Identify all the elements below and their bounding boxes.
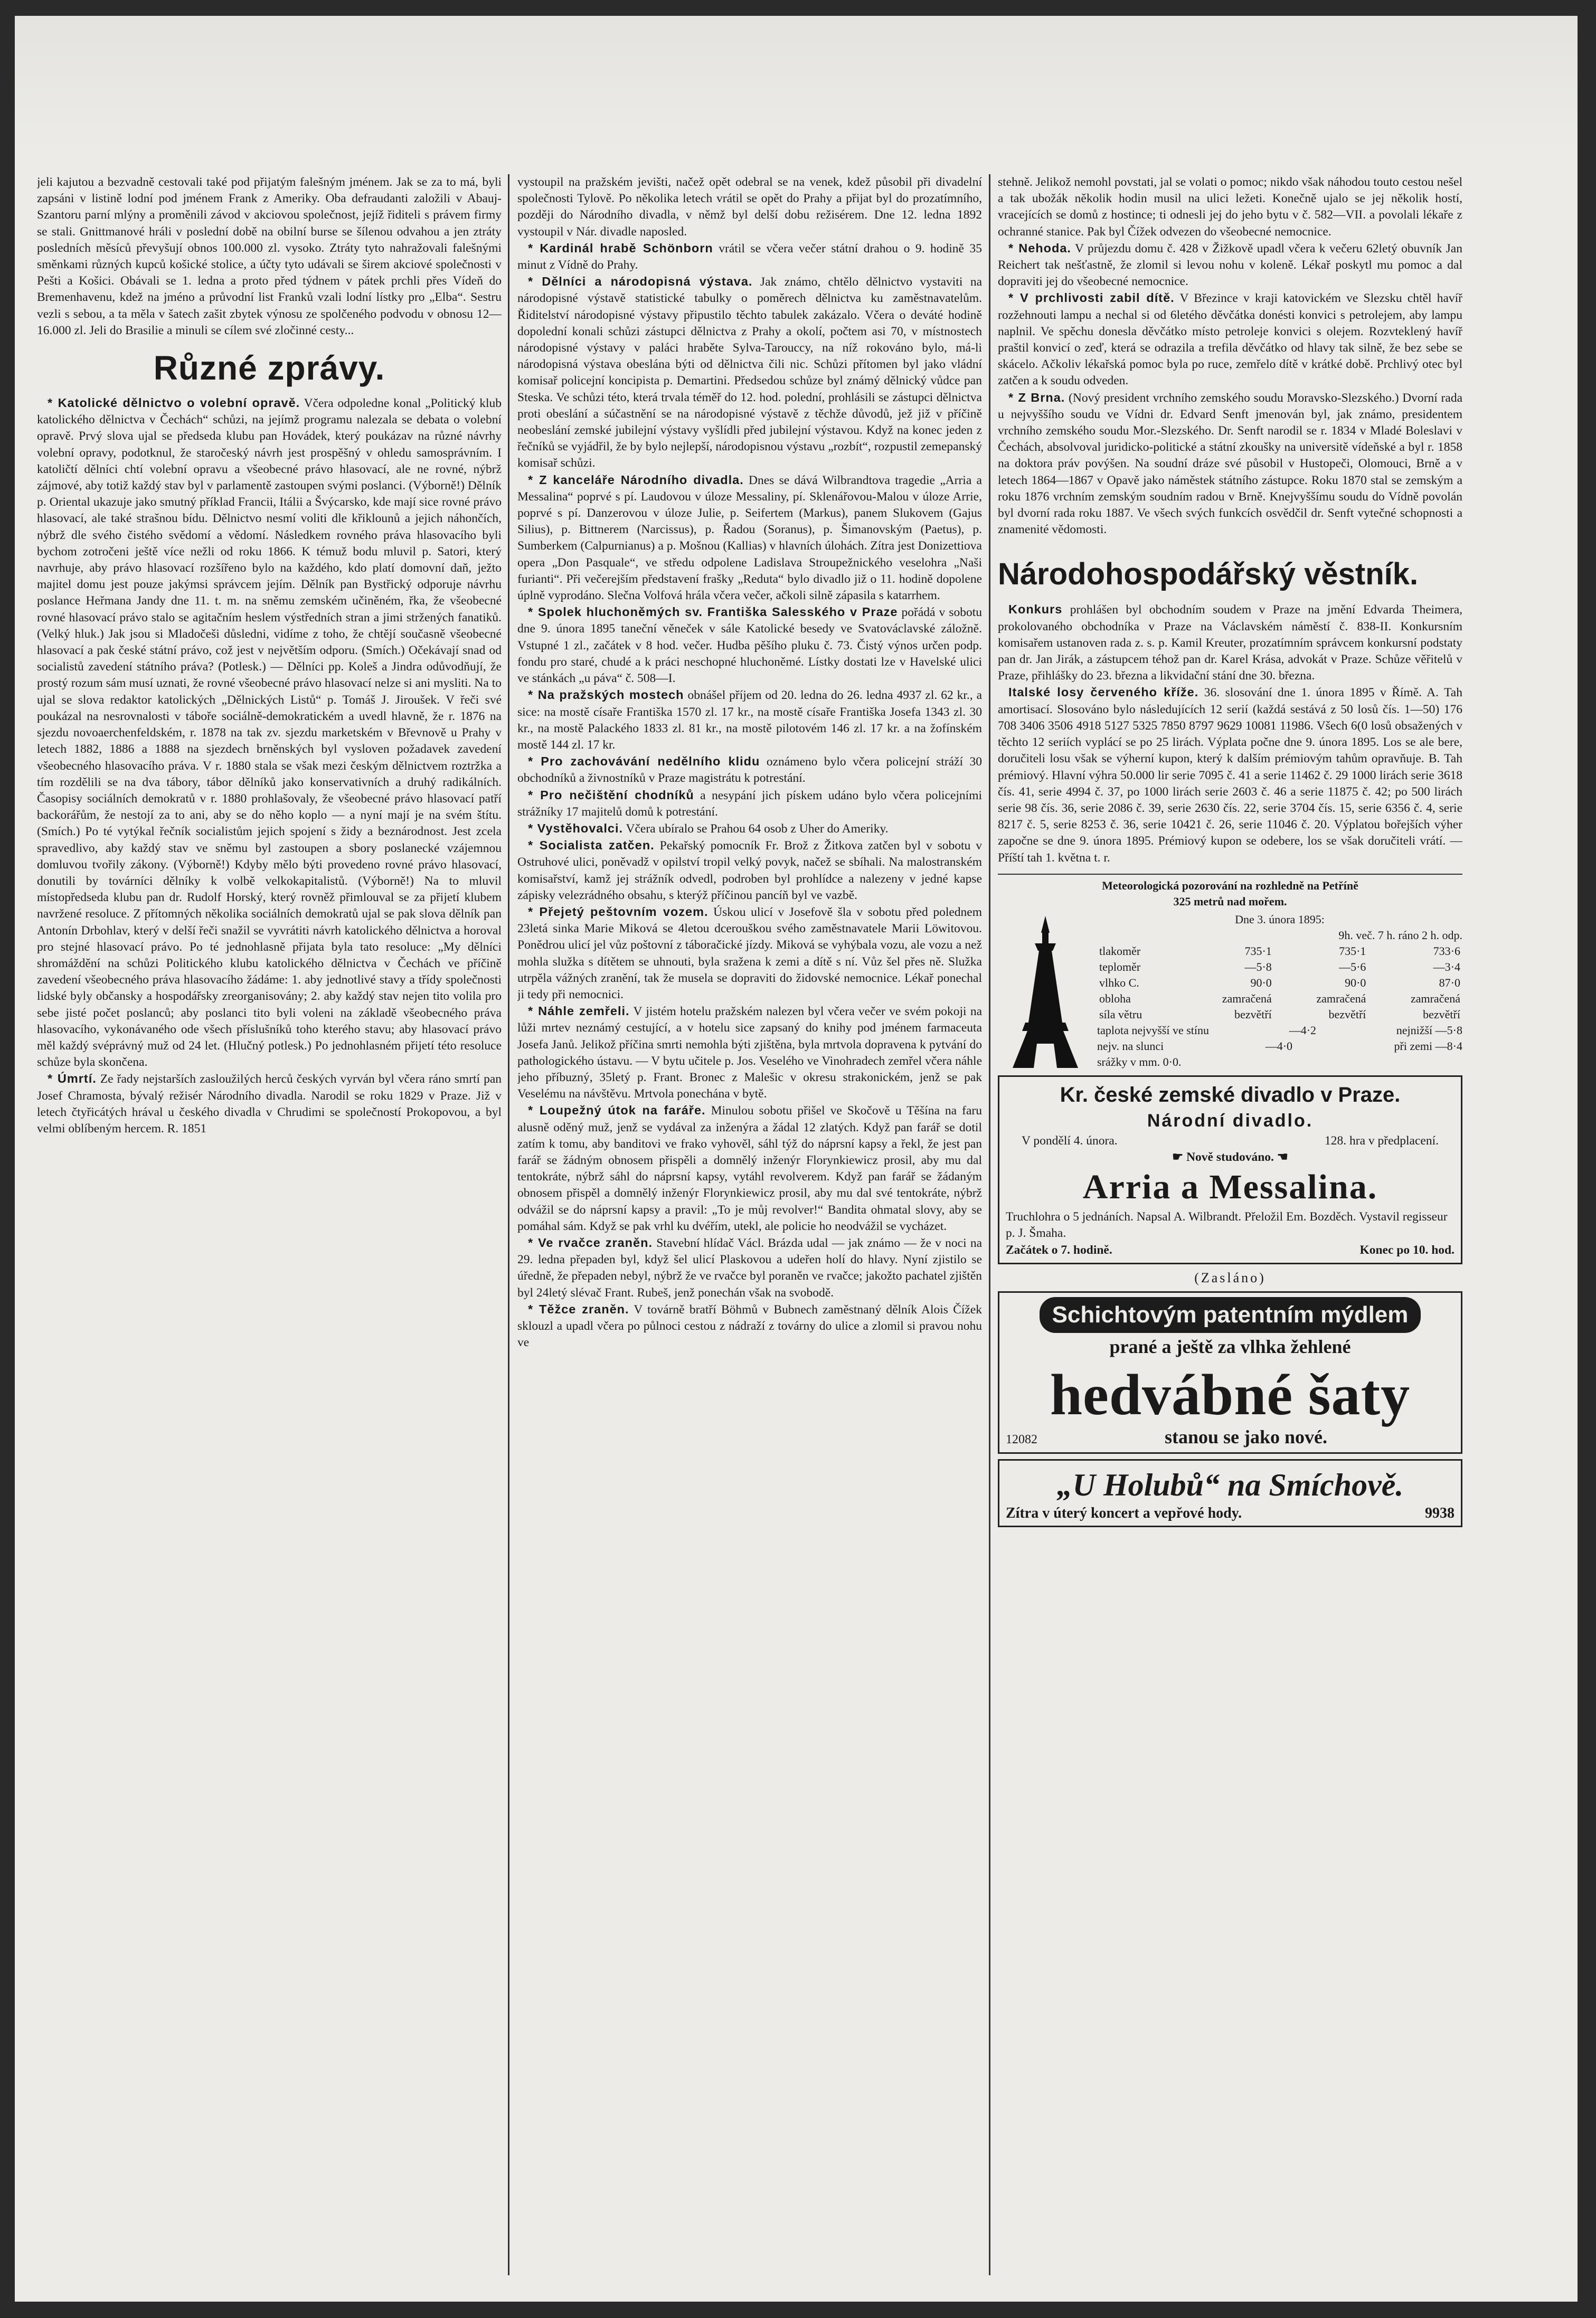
weather-value: bezvětří bbox=[1234, 1007, 1272, 1021]
article-heading: * Socialista zatčen. bbox=[528, 838, 655, 853]
article-text: stehně. Jelikož nemohl povstati, jal se volati o pomoc; nikdo však náhodou touto cestou nešel a tak ubožák několik hodin musil na ulici ležeti. Konečně ujalo se jej několik hostí, vracejících se domů z hostince; ti odnesli jej do jeho bytu v č. 582—VII. a povolali lékaře z ochranné stanice. Pak byl Čížek odvezen do všeobecné nemocnice. bbox=[998, 175, 1462, 239]
soap-brand: Schichtovým patentním mýdlem bbox=[1040, 1297, 1421, 1333]
play-title: Arria a Messalina. bbox=[1082, 1168, 1378, 1207]
article-heading: * Pro nečištění chodníků bbox=[528, 788, 694, 802]
theatre-new bbox=[1006, 1149, 1455, 1166]
column-1 bbox=[37, 174, 502, 2286]
section-title: Různé zprávy. bbox=[153, 349, 385, 387]
weather-value: 735·1 bbox=[1339, 944, 1366, 958]
weather-row bbox=[1097, 1007, 1462, 1023]
play-description: Truchlohra o 5 jednáních. Napsal A. Wilbrandt. Přeložil Em. Bozděch. Vystavil regisseur p. J. Šmaha. bbox=[1006, 1210, 1448, 1241]
article-text: Včera odpoledne konal „Politický klub katolického dělnictva v Čechách“ schůzi, na jejímž programu nalezala se debata o volební opravě. Prvý slova ujal se předseda klubu pan Hovádek, který poukázav na různé návrhy volební opravy, podotknul, že staročeský návrh jest prospěšný v ohledu samosprávním. I katoličtí dělníci chtí volební opravu a všeobecné právo hlasovací, ale ne rovné, nýbrž zájmové, aby totiž každý stav byl v parlamentě zastoupen svými poslanci. (Výborně!) Dělník p. Oriental ukazuje jako smutný příklad Francii, Itálii a Švýcarsko, kde mají sice rovné právo hlasovací, ale také strašnou bídu. Dělnictvo nesmí voliti dle křiklounů a jejich náhončích, nýbrž dle svého čistého svědomí a vědomí. Následkem rovného práva hlasovacího byli bychom zotročeni ještě více nežli od roku 1866. K témuž bodu mluvil p. Satori, který navrhuje, aby právo hlasovací rozšířeno bylo na každého, kdo platí domovní daň, ježto majitel domu jest pouze jakýmsi správcem jejím. Dělník pan Bystřický odporuje návrhu poslance Heřmana Jandy dne 11. t. m. na sněmu zemském učiněném, řka, že všeobecné rovné hlasovací právo stalo se agitačním heslem výstředních stran a jimi stržených fanatiků. (Velký hluk.) Jak jsou si Mladočeši důsledni, vidíme z toho, že chtějí současně všeobecné hlasovací a pak české státní právo, což jest v největším odporu. (Smích.) Očekávají snad od socialistů zavedení státního práva? (Potlesk.) — Dělníci pp. Koleš a Jindra odůvodňují, že prostý rozum sám musí uznati, že rovné všeobecné právo hlasovací nelze si ani mysliti. Na to ujal se slova redaktor katolických „Dělnických Listů“ p. Tomáš J. Jiroušek. V řeči své poukázal na nesrovnalosti v táboře sociálně-demokratickém a uvedl hlavně, že r. 1876 na sjezdu novoaerchenfeldském, r. 1878 na tak zv. sjezdu marketském v Břevnově u Prahy v letech 1882, 1886 a 1888 na sjezdech brněnských byl vysloven požadavek zavedení všeobecného hlasovacího práva. V r. 1880 stala se však mezi českým dělnictvem roztržka a tím rozdělili se na dva tábory, tábor dělníků jako konservativních a druhý radikálních. Časopisy sociálních demokratů v r. 1880 prohlašovaly, že všeobecné právo hlasovací patří backorářům, že nestojí za to ani, aby se do něho koplo — a nyní mají je na svém štítu. (Smích.) Po té vytýkal řečník socialistům jejich spojení s židy a beznárodnost. Jest zcela spravedlivo, aby každý stav ve sněmu byl zastoupen a sbory poslanecké vzájemnou domluvou tvořily zákony. (Výborně!) Kdyby mělo býti provedeno rovné právo hlasovací, donutili by továrníci dělníky k volbě velkokapitalistů. (Výborně!) Na to mluvil místopředseda klubu pan dr. Rudolf Horský, který rovněž přimlouval se za přijetí klubem navržené resoluce. Z přítomných několika sociálních demokratů ujal se pak slova dělník pan Antonín Drbohlav, který v delší řeči snažil se vyvrátiti návrh katolického dělnictva a horoval pro stejné hlasovací právo. Po té jednohlasně přijata byla tato resoluce: „My dělníci shromáždění na schůzi Politického klubu katolického dělnictva v Čechách ve příčině zavedení všeobecného práva hlasovacího žádáme: 1. aby jednotlivé stavy a třídy společnosti lidské byly občansky a hospodářsky zreorganisovány; 2. aby každý stav nejen tito volila pro sebe jisté počet poslanců; aby poslanci tito byli voleni na základě všeobecného práva hlasovacího, vykonávaného ode všech příslušníků toho kterého stavu; aby hlasovací právo měl každý svéprávný muž od 24 let. (Hlučný potlesk.) Po jednohlasném přijetí této resoluce schůze byla skončena. bbox=[37, 396, 502, 1070]
article-text: vystoupil na pražském jevišti, načež opět odebral se na venek, kdež působil při divadelní společnosti Tylově. Po několika letech vrátil se opět do Prahy a přijat byl do prozatímního, později do Národního divadla, v němž byl delší dobu režisérem. Dne 12. ledna 1892 vystoupil v Nár. divadle naposled. bbox=[517, 175, 982, 239]
soap-line: prané a ještě za vlhka žehlené bbox=[1109, 1336, 1351, 1357]
article-text: Úskou ulicí v Josefově šla v sobotu před polednem 23letá sinka Marie Miková se 4letou dcerouškou svého zaměstnavatele Marii Löwitovou. Ponědrou ulicí jel vůz poštovní z táboračické jízdy. Miková se vyhýbala vozu, ale vozu a než mohla služka s dítětem se uhnouti, byla sražena k zemi a dítě s ní. Vůz šel přes ně. Služka utrpěla vážných zranění, tak že musela se dopraviti do židovské nemocnice. Lékař ponechal ji tedy při nemocnici. bbox=[517, 905, 982, 1001]
weather-value: 87·0 bbox=[1439, 976, 1460, 989]
article-text: 36. slosování dne 1. února 1895 v Římě. A. Tah amortisací. Slosováno bylo následujících 12 serií (každá sestává z 50 losů čís. 1—50) 176 708 3406 3506 4918 5127 5325 7850 8797 9629 10081 11986. Všech 6(0 losů obsažených v těchto 12 seriích vyplácí se po 25 lirách. Výplata počne dne 9. února 1895. Los se ale bere, doručiteli losu však se výherní kupon, který k dalším prémiovým tahům opravňuje. B. Tah prémiový. Hlavní výhra 50.000 lir serie 7095 č. 41 a serie 11462 č. 29 1000 lirách serie 3618 čís. 41, serie 4994 č. 37, po 1000 lirách serie 2603 č. 46 a serie 11875 č. 42; po 500 lirách serie 98 čís. 36, serie 2086 č. 39, serie 2630 čís. 22, serie 3704 čís. 15, serie 6356 č. 4, serie 8217 č. 5, serie 8253 č. 36, serie 10421 č. 26, serie 11046 č. 20. Výplatou bořejších výher započne se dne 9. února 1895. Prémiový kupon se odebere, los se však doručiteli vrátí. — Příští tah 1. května t. r. bbox=[998, 686, 1462, 865]
weather-max-label: taplota nejvyšší ve stínu bbox=[1097, 1023, 1210, 1037]
soap-headline: hedvábné šaty bbox=[1050, 1362, 1411, 1427]
article-text: Stavební hlídač Václ. Brázda udal — jak známo — že v noci na 29. ledna přepaden byl, když šel ulicí Plaskovou a udeřen holí do hlavy. Nyní zjistilo se úředně, že přepaden nebyl, nýbrž že ve rvačce byl poraněn ve rvačce; jakožto pachatel zjištěn byl 24letý slévač Frant. Rubeš, jenž ponechán však na svobodě. bbox=[517, 1236, 982, 1300]
theatre-subscription: 128. hra v předplacení. bbox=[1325, 1133, 1439, 1148]
zaslano-label: (Zasláno) bbox=[1194, 1270, 1266, 1285]
soap-ad bbox=[998, 1291, 1462, 1454]
restaurant-name: „U Holubů“ na Smíchově. bbox=[1056, 1468, 1404, 1503]
article-text: oznámeno bylo včera policejní stráží 30 obchodníků a živnostníků v Praze magistrátu k potrestání. bbox=[517, 755, 982, 786]
theatre-subheading: Národní divadlo. bbox=[1147, 1110, 1314, 1131]
pointing-hand-icon: ☛ bbox=[1172, 1150, 1187, 1164]
article-text: pořádá v sobotu dne 9. února 1895 taneční věneček v sále Katolické besedy ve Svatováclavské záložně. Vstupné 1 zl., začátek v 8 hod. večer. Hudba pěšího pluku č. 73. Čistý výnos určen podp. fondu pro staré, chudé a k práci neschopné hluchoněmé. Lístky dostati lze v Havelské ulici ve stánkách „u páva“ č. 508—I. bbox=[517, 605, 982, 686]
weather-value: bezvětří bbox=[1328, 1007, 1366, 1021]
weather-value: 90·0 bbox=[1250, 976, 1272, 989]
weather-label: teploměr bbox=[1099, 960, 1141, 973]
article-heading: * Přejetý peštovním vozem. bbox=[528, 904, 709, 919]
article-text: V Březince v kraji katovickém ve Slezsku chtěl havíř rozžehnouti lampu a nechal si od 6letého děvčátka donésti konvici s petrolejem, aby lampu naplnil. Ve spěchu donesla děvčátko místo petroleje konvici s olejem. Rozvteklený havíř praštil konvicí o zeď, která se odrazila a trefila děvčátko od hlavy tak silně, že bez sebe se skácelo. Ačkoliv lékařská pomoc byla po ruce, zemřelo dítě v krátké době. Prchlivý otec byl zatčen a k soudu odveden. bbox=[998, 291, 1462, 388]
article-heading: * Z Brna. bbox=[1008, 390, 1065, 404]
weather-sun-label: nejv. na slunci bbox=[1097, 1039, 1164, 1053]
ad-number: 9938 bbox=[1425, 1505, 1455, 1522]
weather-report bbox=[998, 874, 1462, 1070]
restaurant-ad bbox=[998, 1459, 1462, 1527]
weather-ground: při zemi —8·4 bbox=[1394, 1039, 1462, 1053]
weather-sun-value: —4·0 bbox=[1265, 1039, 1293, 1053]
weather-value: zamračená bbox=[1410, 991, 1460, 1005]
article-text: Jak známo, chtělo dělnictvo vystaviti na národopisné výstavě statistické tabulky o poměrech dělnictva ku zaměstnavatelům. Řiditelství národopisné výstavy připustilo těchto tabulek zakázalo. Včera o deváté hodině dopolední konali schůzi zástupci dělnictva z Prahy a okolí, počtem asi 70, v místnostech národopisné výstavy v paláci hraběte Sylva-Tarouccy, na níž rokováno bylo, má-li národopisná výstava obeslána býti od dělnictva čili nic. Schůzi přítomen byl jako vládní komisař policejní koncipista p. Demartini. Předsedou schůze byl známý dělnický vůdce pan Steska. Ve schůzi této, která trvala téměř do 12. hod. polední, prohlásili se zástupci dělnictva proti obeslání a súčastnění se na národopisné výstavě z těchže důvodů, jež již v příčině neobeslání zemské jubilejní výstavy vyšlídli před jubilejní výstavou. Když na konec jeden z řečníků se vyjádřil, že by bylo nejlepší, národopisnou výstavu „rozbít“, rozpustil zemepanský komisař schůzi. bbox=[517, 275, 982, 470]
article-text: V továrně bratří Böhmů v Bubnech zaměstnaný dělník Alois Čížek sklouzl a upadl včera po půlnoci cestou z nádraží z továrny do ulice a zlomil si pravou nohu ve bbox=[517, 1302, 982, 1350]
article-text: (Nový president vrchního zemského soudu Moravsko-Slezského.) Dvorní rada u nejvyššího soudu ve Vídni dr. Edvard Senft jmenován byl, jak známo, presidentem vrchního zemského soudu Mor.-Slezského. Dr. Senft narodil se r. 1834 v Mladé Boleslavi v Čechách, absolvoval juridicko-politické a státní zkoušky na universitě vídeňské a byl r. 1858 na doktora práv povýšen. Na soudní dráze své působil v Hustopeči, Olomouci, Brně a v letech 1864—1867 v Opavě jako náměstek státního zástupce. Roku 1870 stal se zemským a roku 1876 vrchním zemským soudním radou v Brně. Knejvyššímu soudu do Vídně povolán byl dvorní rada roku 1887. Ve všech svých funkcích osvědčil dr. Senft vytečné schopnosti a znamenité vědomosti. bbox=[998, 391, 1462, 537]
weather-label: síla větru bbox=[1099, 1007, 1142, 1021]
article-text: Dnes se dává Wilbrandtova tragedie „Arria a Messalina“ poprvé s pí. Laudovou v úloze Messaliny, pí. Sklenářovou-Malou v úloze Arrie, poprvé s pí. Danzerovou v úloze Julie, p. Seifertem (Markus), panem Slukovem (Gajus Silius), p. Bittnerem (Narcissus), p. Řadou (Soranus), p. Šimanovským (Paetus), p. Sumberkem (Calpurnianus) a p. Mošnou (Kallias) v hlavních úlohách. Zítra jest Donizettiova opera „Don Pasquale“, ve středu odpolene Ladislava Stroupežnického veselohra „Naši furianti“. Při večerejším představení frašky „Reduta“ bylo divadlo již o 11. hodině dopolene úplně vyprodáno. Slečna Volfová hrála včera večer, ačkoli silně zápasila s katarrhem. bbox=[517, 473, 982, 603]
ad-number: 12082 bbox=[1006, 1432, 1037, 1446]
article-heading: * Vystěhovalci. bbox=[528, 821, 624, 835]
article-heading: Italské losy červeného kříže. bbox=[1008, 685, 1199, 699]
petrin-tower-icon bbox=[998, 912, 1093, 1070]
theatre-ad bbox=[998, 1075, 1462, 1264]
weather-row bbox=[1097, 959, 1462, 975]
article-text: Včera ubíralo se Prahou 64 osob z Uher do Ameriky. bbox=[626, 821, 889, 836]
top-margin bbox=[15, 16, 1578, 150]
weather-value: 735·1 bbox=[1244, 944, 1272, 958]
play-end: Konec po 10. hod. bbox=[1359, 1243, 1455, 1257]
weather-table bbox=[1097, 943, 1462, 1023]
newspaper-page bbox=[15, 16, 1578, 2302]
article-text: a nesypání jich pískem udáno bylo včera policejními strážníky 17 majitelů domů k potrestání. bbox=[517, 788, 982, 819]
weather-subheading: 325 metrů nad mořem. bbox=[1173, 894, 1287, 908]
weather-value: zamračená bbox=[1316, 991, 1366, 1005]
weather-label: vlhko C. bbox=[1099, 976, 1139, 989]
weather-row bbox=[1097, 975, 1462, 991]
weather-value: bezvětří bbox=[1423, 1007, 1460, 1021]
article-heading: * Pro zachovávání nedělního klidu bbox=[528, 754, 760, 769]
weather-row bbox=[1097, 943, 1462, 959]
article-heading: Konkurs bbox=[1008, 602, 1063, 617]
weather-date: Dne 3. února 1895: bbox=[1235, 912, 1325, 926]
article-heading: * Spolek hluchoněmých sv. Františka Salesského v Praze bbox=[528, 605, 898, 619]
weather-value: 733·6 bbox=[1433, 944, 1460, 958]
article-text: prohlášen byl obchodním soudem v Praze na jmění Edvarda Theimera, prokolovaného obchodníka v Praze na Václavském náměstí č. 838-II. Konkursním komisařem ustanoven rada z. s. p. Kamil Kreuter, prozatímním správcem konkursní podstaty pan dr. Jan Jirák, a zástupcem téhož pan dr. Karel Krása, advokát v Praze. Schůze věřitelů v Praze, přihlášky do 23. března a likvidační stání dne 30. března. bbox=[998, 603, 1462, 683]
article-text: Pekařský pomocník Fr. Brož z Žitkova zatčen byl v sobotu v Ostruhové ulici, poněvadž v opilství tropil velký povyk, načež se sbíhali. Na malostranském komisařství, kamž jej strážník odvedl, podroben byl prohlídce a nalezeny v jedné kapse zápisky velezrádného obsahu, s kterýž příčinou pancíň byl ve vazbě. bbox=[517, 839, 982, 902]
article-heading: * V prchlivosti zabil dítě. bbox=[1008, 291, 1175, 305]
play-start: Začátek o 7. hodině. bbox=[1006, 1243, 1112, 1257]
weather-columns: 9h. več. 7 h. ráno 2 h. odp. bbox=[1338, 928, 1462, 942]
article-text: Ze řady nejstarších zasloužilých herců českých vyrván byl včera ráno smrtí pan Josef Chramosta, bývalý režisér Národního divadla. Narodil se roku 1829 v Praze. Již v letech čtyřicátých hrával u českého divadla v Chrudimi se společností Prokopovou, a byl velmi oblíbeným hercem. R. 1851 bbox=[37, 1072, 502, 1136]
weather-label: obloha bbox=[1099, 991, 1131, 1005]
article-text: jeli kajutou a bezvadně cestovali také pod přijatým falešným jménem. Jak se za to má, byli zapsáni v listině lodní pod jménem Frank z Ameriky. Oba defraudanti založili v Abauj-Szantoru parní mlýny a proměnili závod v akciovou společnost, jejíž řiditeli s právem firmy se stali. Gnittmanové hráli v poslední době na obilní burse se šílenou odvahou a jen ztráty posledních měsíců převyšují obnos 100.000 zl. vysoko. Ztráty tyto nahražovali falešnými směnkami různých kupců košické stolice, a účty tyto udávali se širem akciové společnosti v Pešti a Košici. Obávali se 1. ledna a proto před týdnem v pátek prchli přes Vídeň do Bremenhavenu, kdež na jméno a průvodní list Franků vzali lodní lístky pro „Elba“. Sestru vezli s sebou, a ta měla v šatech zašit zbytek výnosu ze spolčeného podvodu v obnosu 12—16.000 zl. Jeli do Brasilie a minuli se cílem své zločinné cesty... bbox=[37, 175, 502, 337]
article-text: V jistém hotelu pražském nalezen byl včera večer ve svém pokoji na lůži mrtev neznámý cestující, a v hotelu sice zapsaný do knihy pod jménem farmaceuta Josefa Janů. Jelikož příčina smrti nemohla býti zjištěna, byla mrtvola dopravena k pytvání do pathologického ústavu. — V bytu učitele p. Jos. Veselého ve Vinohradech zemřel včera náhle jeho příbuzný, 35letý p. Frant. Bronec z Malešic v okresu strakonickém, jenž se pak Veselému na návštěvu. Mrtvola ponechána v bytě. bbox=[517, 1005, 982, 1101]
theatre-new-label: Nově studováno. bbox=[1186, 1150, 1274, 1164]
article-heading: * Těžce zraněn. bbox=[528, 1302, 629, 1316]
weather-value: —5·8 bbox=[1244, 960, 1272, 973]
section-title: Národohospodářský věstník. bbox=[998, 557, 1419, 592]
weather-label: tlakoměr bbox=[1099, 944, 1141, 958]
weather-max-value: —4·2 bbox=[1289, 1023, 1317, 1037]
article-text: Minulou sobotu přišel ve Skočově u Těšína na faru alusně oděný muž, jenž se vydával za inženýra a žádal 12 zlatých. Když pan farář se dotil zatím k tomu, aby banditovi ve frako vyhověl, sáhl týž do náprsní kapsy a řekl, že jest pan farář se žádným obnosem přispěli a domnělý inženýr Florynkiewicz prosil, aby mu dal tentokráte, nýbrž sáhl do náprsní kapsy, vytáhl revolverem. Když pan farář se žádaným obnosem přispěl a domnělý inženýr Florynkiewicz prosil, aby mu dal své tentokráte, nýbrž odvážil se do náprsní kapsy a pravil: „To je můj revolver!“ Bandita ohmatal slovy, aby se pomáhal sám. Když se pak vrhl ku dvéřím, utekl, ale policie ho neodvážil se vycházet. bbox=[517, 1104, 982, 1233]
weather-rain: srážky v mm. 0·0. bbox=[1097, 1055, 1182, 1068]
restaurant-event: Zítra v úterý koncert a vepřové hody. bbox=[1006, 1505, 1242, 1522]
article-text: V průjezdu domu č. 428 v Žižkově upadl včera k večeru 62letý obuvník Jan Reichert tak nešťastně, že zlomil si levou nohu v koleně. Lékař poskytl mu pomoc a dal dopraviti jej do všeobecné nemocnice. bbox=[998, 241, 1462, 289]
article-heading: * Na pražských mostech bbox=[528, 688, 684, 702]
article-heading: * Dělníci a národopisná výstava. bbox=[528, 275, 753, 289]
article-heading: * Náhle zemřeli. bbox=[528, 1004, 630, 1018]
article-heading: * Kardinál hrabě Schönborn bbox=[528, 241, 713, 255]
soap-claim: stanou se jako nové. bbox=[1164, 1426, 1328, 1447]
column-rule bbox=[508, 174, 509, 2275]
article-heading: * Ve rvačce zraněn. bbox=[528, 1236, 653, 1250]
weather-min: nejnižší —5·8 bbox=[1396, 1023, 1462, 1037]
article-heading: * Nehoda. bbox=[1008, 241, 1071, 255]
pointing-hand-icon: ☚ bbox=[1273, 1150, 1288, 1164]
article-heading: * Katolické dělnictvo o volební opravě. bbox=[48, 396, 300, 410]
weather-value: 90·0 bbox=[1345, 976, 1366, 989]
article-heading: * Z kanceláře Národního divadla. bbox=[528, 472, 744, 487]
theatre-heading: Kr. české zemské divadlo v Praze. bbox=[1060, 1083, 1401, 1106]
weather-value: —3·4 bbox=[1433, 960, 1460, 973]
column-rule bbox=[989, 174, 990, 2275]
weather-heading: Meteorologická pozorování na rozhledně na Petříně bbox=[1102, 878, 1358, 892]
column-3 bbox=[998, 174, 1462, 2286]
weather-value: —5·6 bbox=[1339, 960, 1366, 973]
theatre-date: V pondělí 4. února. bbox=[1022, 1133, 1118, 1148]
article-heading: * Loupežný útok na faráře. bbox=[528, 1103, 706, 1118]
weather-row bbox=[1097, 991, 1462, 1007]
column-2 bbox=[517, 174, 982, 2286]
weather-value: zamračená bbox=[1222, 991, 1272, 1005]
article-heading: * Úmrtí. bbox=[48, 1072, 97, 1086]
article-text: vrátil se včera večer státní drahou o 9. hodině 35 minut z Vídně do Prahy. bbox=[517, 241, 982, 272]
article-text: obnášel příjem od 20. ledna do 26. ledna 4937 zl. 62 kr., a sice: na mostě císaře Františka 1570 zl. 17 kr., na mostě císaře Františka Josefa 1343 zl. 30 kr., na mostě Palackého 1833 zl. 81 kr., na mostě pilotovém 146 zl. 17 kr. a na žofínském mostě 144 zl. 17 kr. bbox=[517, 688, 982, 752]
